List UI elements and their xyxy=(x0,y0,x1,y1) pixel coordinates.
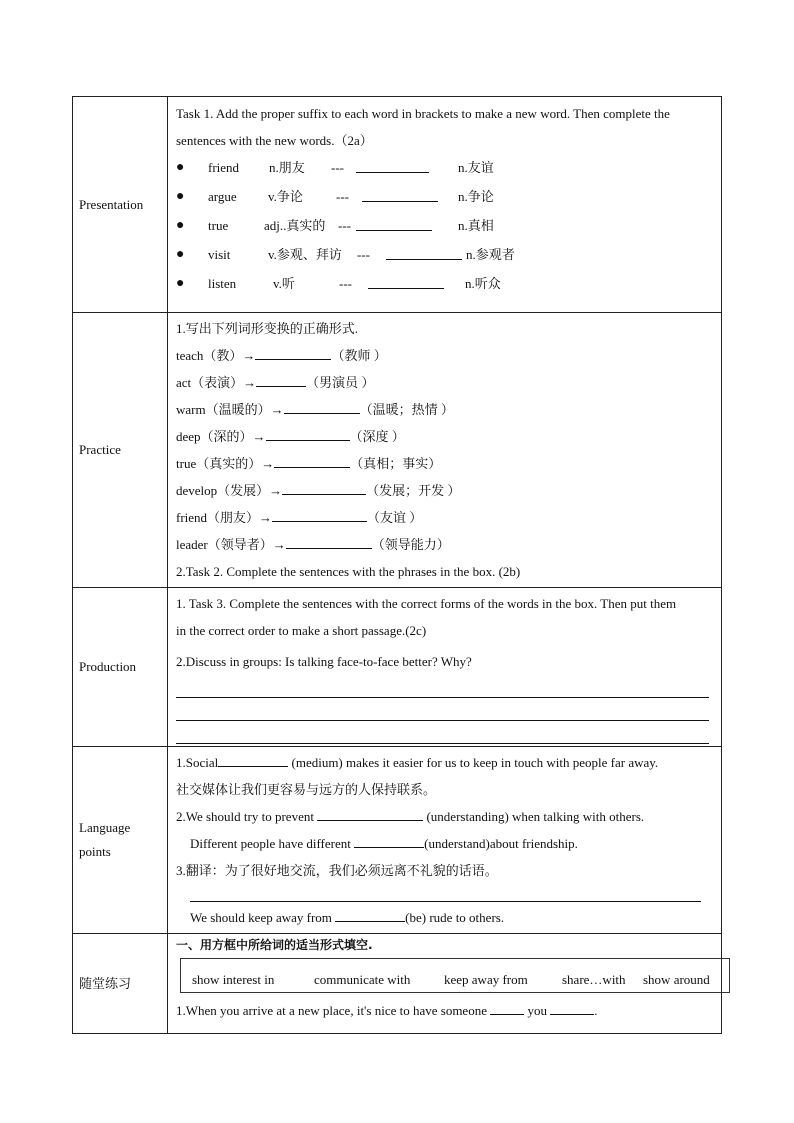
phrase-option: keep away from xyxy=(444,972,528,987)
item-target: n.争论 xyxy=(458,189,494,204)
word-form-hint: （深度 ） xyxy=(349,429,405,444)
q1-text-b: you xyxy=(524,1003,551,1018)
word-form-base: warm（温暖的）→ xyxy=(176,402,284,417)
practice-row xyxy=(73,313,722,588)
suffix-item xyxy=(176,270,715,299)
q1-blank-1[interactable] xyxy=(490,999,524,1015)
suffix-item xyxy=(176,183,715,212)
task3-line2: in the correct order to make a short passage.(2c) xyxy=(176,623,427,638)
word-form-row xyxy=(176,342,715,369)
item-meaning: v.参观、拜访 xyxy=(268,247,342,262)
word-form-base: act（表演）→ xyxy=(176,375,257,390)
lp-s3-blank[interactable] xyxy=(335,906,405,922)
item-blank[interactable] xyxy=(386,244,462,260)
item-blank[interactable] xyxy=(368,273,444,289)
item-blank[interactable] xyxy=(356,215,432,231)
word-form-base: true（真实的）→ xyxy=(176,456,275,471)
language-label-line1: Language xyxy=(79,820,131,835)
phrase-option: share…with xyxy=(562,972,626,987)
word-form-blank[interactable] xyxy=(284,398,360,414)
language-points-label xyxy=(73,747,168,934)
lp-s2-blank[interactable] xyxy=(317,805,423,821)
bullet-icon: ● xyxy=(176,247,185,262)
word-form-blank[interactable] xyxy=(266,425,350,441)
task3-line1: 1. Task 3. Complete the sentences with the correct forms of the words in the box. Then put them xyxy=(176,596,677,611)
item-dash: --- xyxy=(339,276,352,291)
word-form-blank[interactable] xyxy=(274,452,350,468)
lp-s3-pre: We should keep away from xyxy=(190,910,336,925)
answer-line-3[interactable] xyxy=(176,721,709,744)
word-form-row xyxy=(176,450,715,477)
exercise-label: 随堂练习 xyxy=(73,934,168,1034)
suffix-item xyxy=(176,241,715,270)
word-form-blank[interactable] xyxy=(272,506,367,522)
practice-label: Practice xyxy=(73,313,168,588)
item-word: argue xyxy=(208,189,237,204)
word-form-row xyxy=(176,531,715,558)
item-dash: --- xyxy=(357,247,370,262)
word-form-base: leader（领导者）→ xyxy=(176,537,286,552)
word-form-hint: （发展；开发 ） xyxy=(366,483,461,498)
lp-s1-post: (medium) makes it easier for us to keep in touch with people far away. xyxy=(288,755,659,770)
practice-heading: 1.写出下列词形变换的正确形式. xyxy=(176,321,359,336)
item-dash: --- xyxy=(331,160,344,175)
lp-sentence-1-cn: 社交媒体让我们更容易与远方的人保持联系。 xyxy=(176,782,437,797)
item-meaning: v.争论 xyxy=(268,189,303,204)
answer-line-2[interactable] xyxy=(176,698,709,721)
item-meaning: v.听 xyxy=(273,276,295,291)
language-points-content xyxy=(168,747,722,934)
word-form-base: deep（深的）→ xyxy=(176,429,266,444)
answer-line-1[interactable] xyxy=(176,675,709,698)
item-word: listen xyxy=(208,276,237,291)
lp-sentence-2b xyxy=(176,830,715,857)
lp-s2-post: (understanding) when talking with others. xyxy=(423,809,645,824)
phrase-box xyxy=(180,958,730,993)
task1-line2: sentences with the new words.（2a） xyxy=(176,133,373,148)
q1-blank-2[interactable] xyxy=(550,999,594,1015)
bullet-icon: ● xyxy=(176,276,185,291)
lp-s3-post: (be) rude to others. xyxy=(405,910,505,925)
production-row xyxy=(73,588,722,747)
word-form-hint: （男演员 ） xyxy=(306,375,375,390)
item-blank[interactable] xyxy=(362,186,438,202)
exercise-heading: 一、用方框中所给词的适当形式填空. xyxy=(176,938,373,952)
lesson-table xyxy=(72,96,722,1034)
bullet-icon: ● xyxy=(176,218,185,233)
item-meaning: adj..真实的 xyxy=(264,218,326,233)
exercise-row xyxy=(73,934,722,1034)
q1-text-a: 1.When you arrive at a new place, it's nice to have someone xyxy=(176,1003,491,1018)
lp-s2b-pre: Different people have different xyxy=(190,836,355,851)
lp-s2b-blank[interactable] xyxy=(354,832,424,848)
production-label: Production xyxy=(73,588,168,747)
item-dash: --- xyxy=(338,218,351,233)
item-meaning: n.朋友 xyxy=(269,160,305,175)
item-target: n.友谊 xyxy=(458,160,494,175)
word-form-base: teach（教）→ xyxy=(176,348,256,363)
word-form-blank[interactable] xyxy=(282,479,366,495)
presentation-row xyxy=(73,97,722,313)
word-form-hint: （友谊 ） xyxy=(367,510,423,525)
practice-task2: 2.Task 2. Complete the sentences with the phrases in the box. (2b) xyxy=(176,564,521,579)
lp-s1-pre: 1.Social xyxy=(176,755,219,770)
lp-sentence-3-en xyxy=(176,904,715,931)
item-target: n.真相 xyxy=(458,218,494,233)
exercise-q1 xyxy=(176,997,715,1024)
lp-s2-pre: 2.We should try to prevent xyxy=(176,809,318,824)
suffix-item xyxy=(176,154,715,183)
practice-content xyxy=(168,313,722,588)
q1-text-c: . xyxy=(594,1003,598,1018)
lp-sentence-3: 3.翻译：为了很好地交流，我们必须远离不礼貌的话语。 xyxy=(176,863,498,878)
word-form-row xyxy=(176,504,715,531)
item-blank[interactable] xyxy=(356,157,429,173)
item-dash: --- xyxy=(336,189,349,204)
word-form-base: friend（朋友）→ xyxy=(176,510,273,525)
presentation-content xyxy=(168,97,722,313)
item-target: n.参观者 xyxy=(466,247,515,262)
production-content xyxy=(168,588,722,747)
word-form-hint: （教师 ） xyxy=(331,348,387,363)
lp-sentence-1 xyxy=(176,749,715,776)
word-form-hint: （温暖；热情 ） xyxy=(359,402,454,417)
item-word: true xyxy=(208,218,229,233)
item-target: n.听众 xyxy=(465,276,501,291)
word-form-list xyxy=(176,342,715,558)
bullet-icon: ● xyxy=(176,160,185,175)
lp-s1-blank[interactable] xyxy=(218,751,288,767)
language-points-row xyxy=(73,747,722,934)
word-form-blank[interactable] xyxy=(286,533,372,549)
suffix-item xyxy=(176,212,715,241)
lp-s2b-post: (understand)about friendship. xyxy=(424,836,578,851)
word-form-base: develop（发展）→ xyxy=(176,483,283,498)
word-form-row xyxy=(176,369,715,396)
word-form-row xyxy=(176,396,715,423)
task1-line1: Task 1. Add the proper suffix to each word in brackets to make a new word. Then complete the xyxy=(176,106,670,121)
phrase-option: communicate with xyxy=(314,972,411,987)
suffix-list xyxy=(176,154,715,299)
exercise-content xyxy=(168,934,722,1034)
language-label-line2: points xyxy=(79,844,111,859)
discuss-prompt: 2.Discuss in groups: Is talking face-to-face better? Why? xyxy=(176,654,472,669)
lp-sentence-2 xyxy=(176,803,715,830)
bullet-icon: ● xyxy=(176,189,185,204)
lp-translation-line[interactable] xyxy=(190,884,701,902)
phrase-option: show interest in xyxy=(192,972,275,987)
word-form-row xyxy=(176,477,715,504)
item-word: visit xyxy=(208,247,231,262)
item-word: friend xyxy=(208,160,240,175)
word-form-hint: （领导能力） xyxy=(371,537,450,552)
word-form-hint: （真相；事实） xyxy=(350,456,442,471)
word-form-row xyxy=(176,423,715,450)
word-form-blank[interactable] xyxy=(256,371,306,387)
presentation-label: Presentation xyxy=(73,97,168,313)
word-form-blank[interactable] xyxy=(255,344,331,360)
phrase-option: show around xyxy=(643,972,710,987)
